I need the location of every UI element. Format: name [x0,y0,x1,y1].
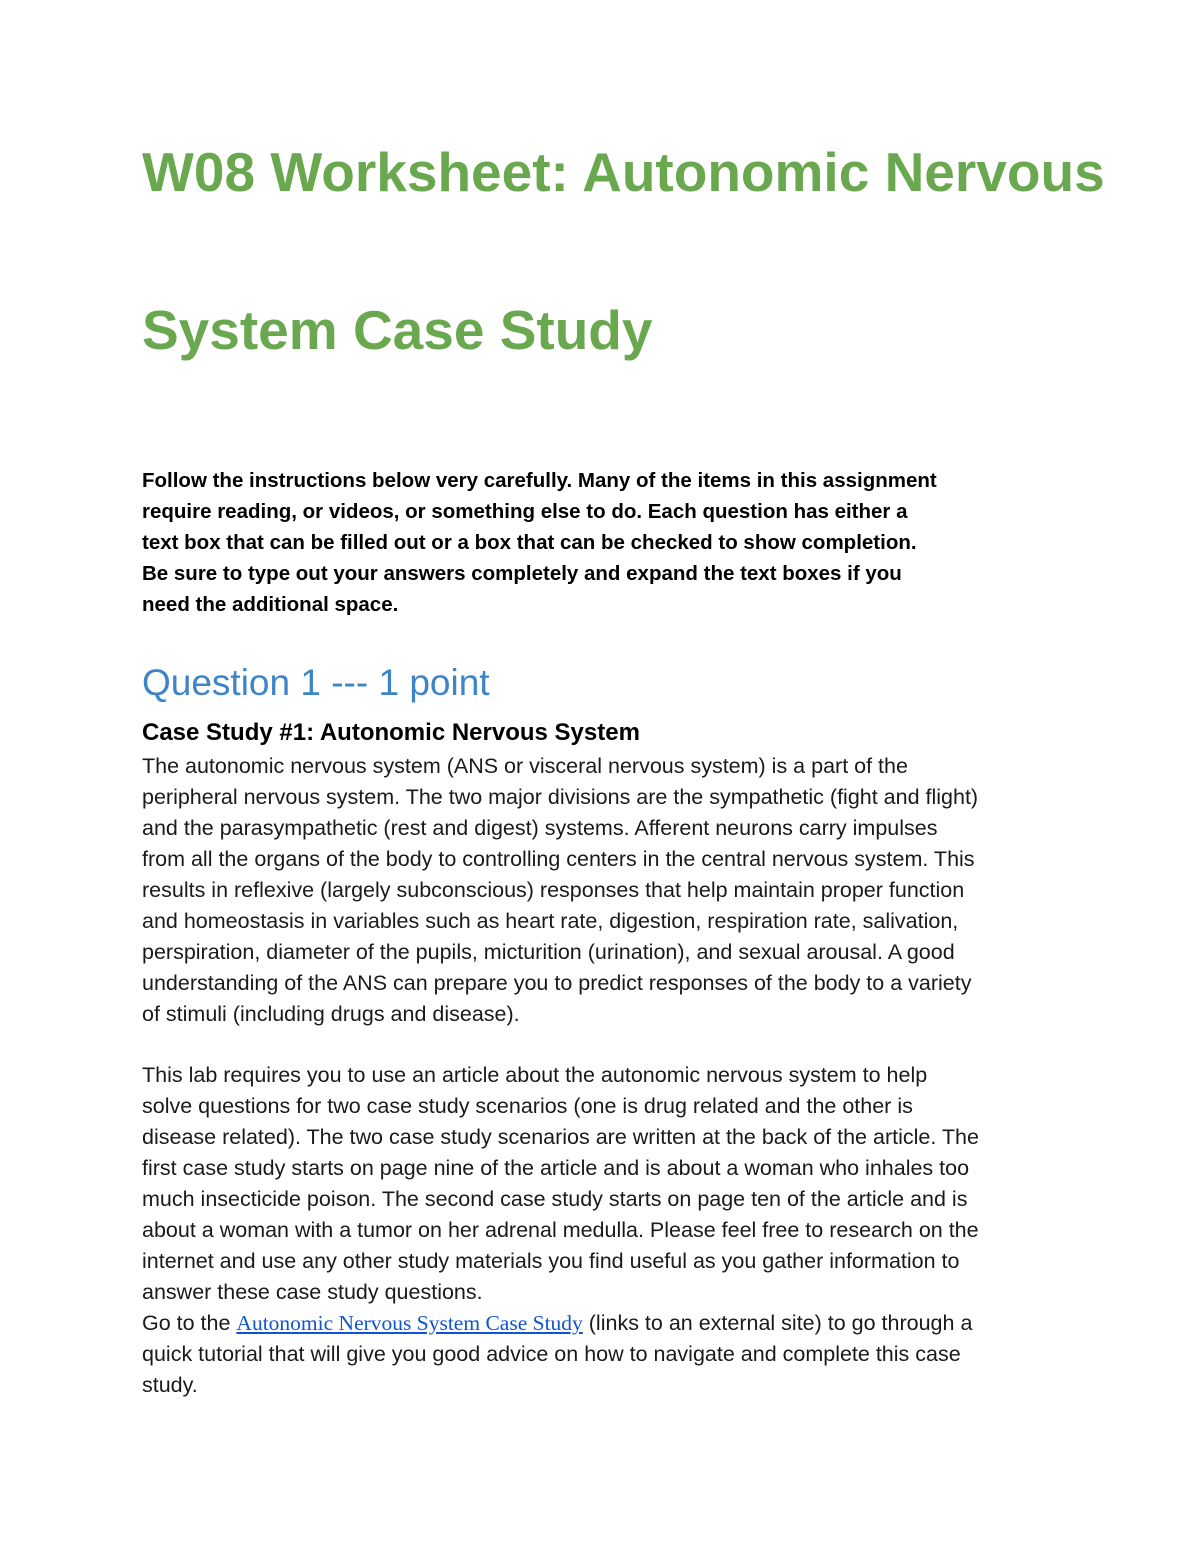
ans-intro-paragraph [142,751,1072,1030]
document-title-line-1: W08 Worksheet: Autonomic Nervous [142,141,1105,203]
paragraph-line: of stimuli (including drugs and disease). [142,1002,520,1026]
instructions-line: Be sure to type out your answers completely and expand the text boxes if you [142,562,902,585]
paragraph-line: much insecticide poison. The second case study starts on page ten of the article and is [142,1187,968,1211]
lab-instructions-paragraph [142,1060,1072,1401]
paragraph-line: first case study starts on page nine of the article and is about a woman who inhales too [142,1156,970,1180]
instructions-line: Follow the instructions below very carefully. Many of the items in this assignment [142,469,937,492]
paragraph-line: study. [142,1373,198,1397]
paragraph-line: quick tutorial that will give you good advice on how to navigate and complete this case [142,1342,961,1366]
goto-suffix: (links to an external site) to go through a [582,1311,973,1335]
paragraph-line: results in reflexive (largely subconscious) responses that help maintain proper function [142,878,965,902]
case-study-link[interactable]: Autonomic Nervous System Case Study [236,1311,583,1335]
instructions-line: text box that can be filled out or a box that can be checked to show completion. [142,531,917,554]
paragraph-line: perspiration, diameter of the pupils, micturition (urination), and sexual arousal. A good [142,940,955,964]
instructions-line: need the additional space. [142,593,399,616]
instructions-line: require reading, or videos, or something else to do. Each question has either a [142,500,908,523]
instructions-paragraph [142,465,1067,620]
paragraph-line: solve questions for two case study scenarios (one is drug related and the other is [142,1094,913,1118]
paragraph-line: from all the organs of the body to controlling centers in the central nervous system. This [142,847,975,871]
paragraph-line: understanding of the ANS can prepare you to predict responses of the body to a variety [142,971,972,995]
goto-line [142,1308,1072,1339]
paragraph-line: peripheral nervous system. The two major divisions are the sympathetic (fight and flight) [142,785,979,809]
paragraph-line: and homeostasis in variables such as heart rate, digestion, respiration rate, salivation, [142,909,959,933]
paragraph-line: This lab requires you to use an article about the autonomic nervous system to help [142,1063,928,1087]
paragraph-line: The autonomic nervous system (ANS or visceral nervous system) is a part of the [142,754,908,778]
paragraph-line: and the parasympathetic (rest and digest) systems. Afferent neurons carry impulses [142,816,938,840]
paragraph-line: answer these case study questions. [142,1280,483,1304]
question-heading: Question 1 --- 1 point [142,662,490,703]
paragraph-line: about a woman with a tumor on her adrenal medulla. Please feel free to research on the [142,1218,979,1242]
document-title-line-2: System Case Study [142,299,653,361]
paragraph-line: disease related). The two case study scenarios are written at the back of the article. The [142,1125,979,1149]
paragraph-line: internet and use any other study materials you find useful as you gather information to [142,1249,960,1273]
goto-prefix: Go to the [142,1311,237,1335]
case-study-heading: Case Study #1: Autonomic Nervous System [142,719,640,746]
